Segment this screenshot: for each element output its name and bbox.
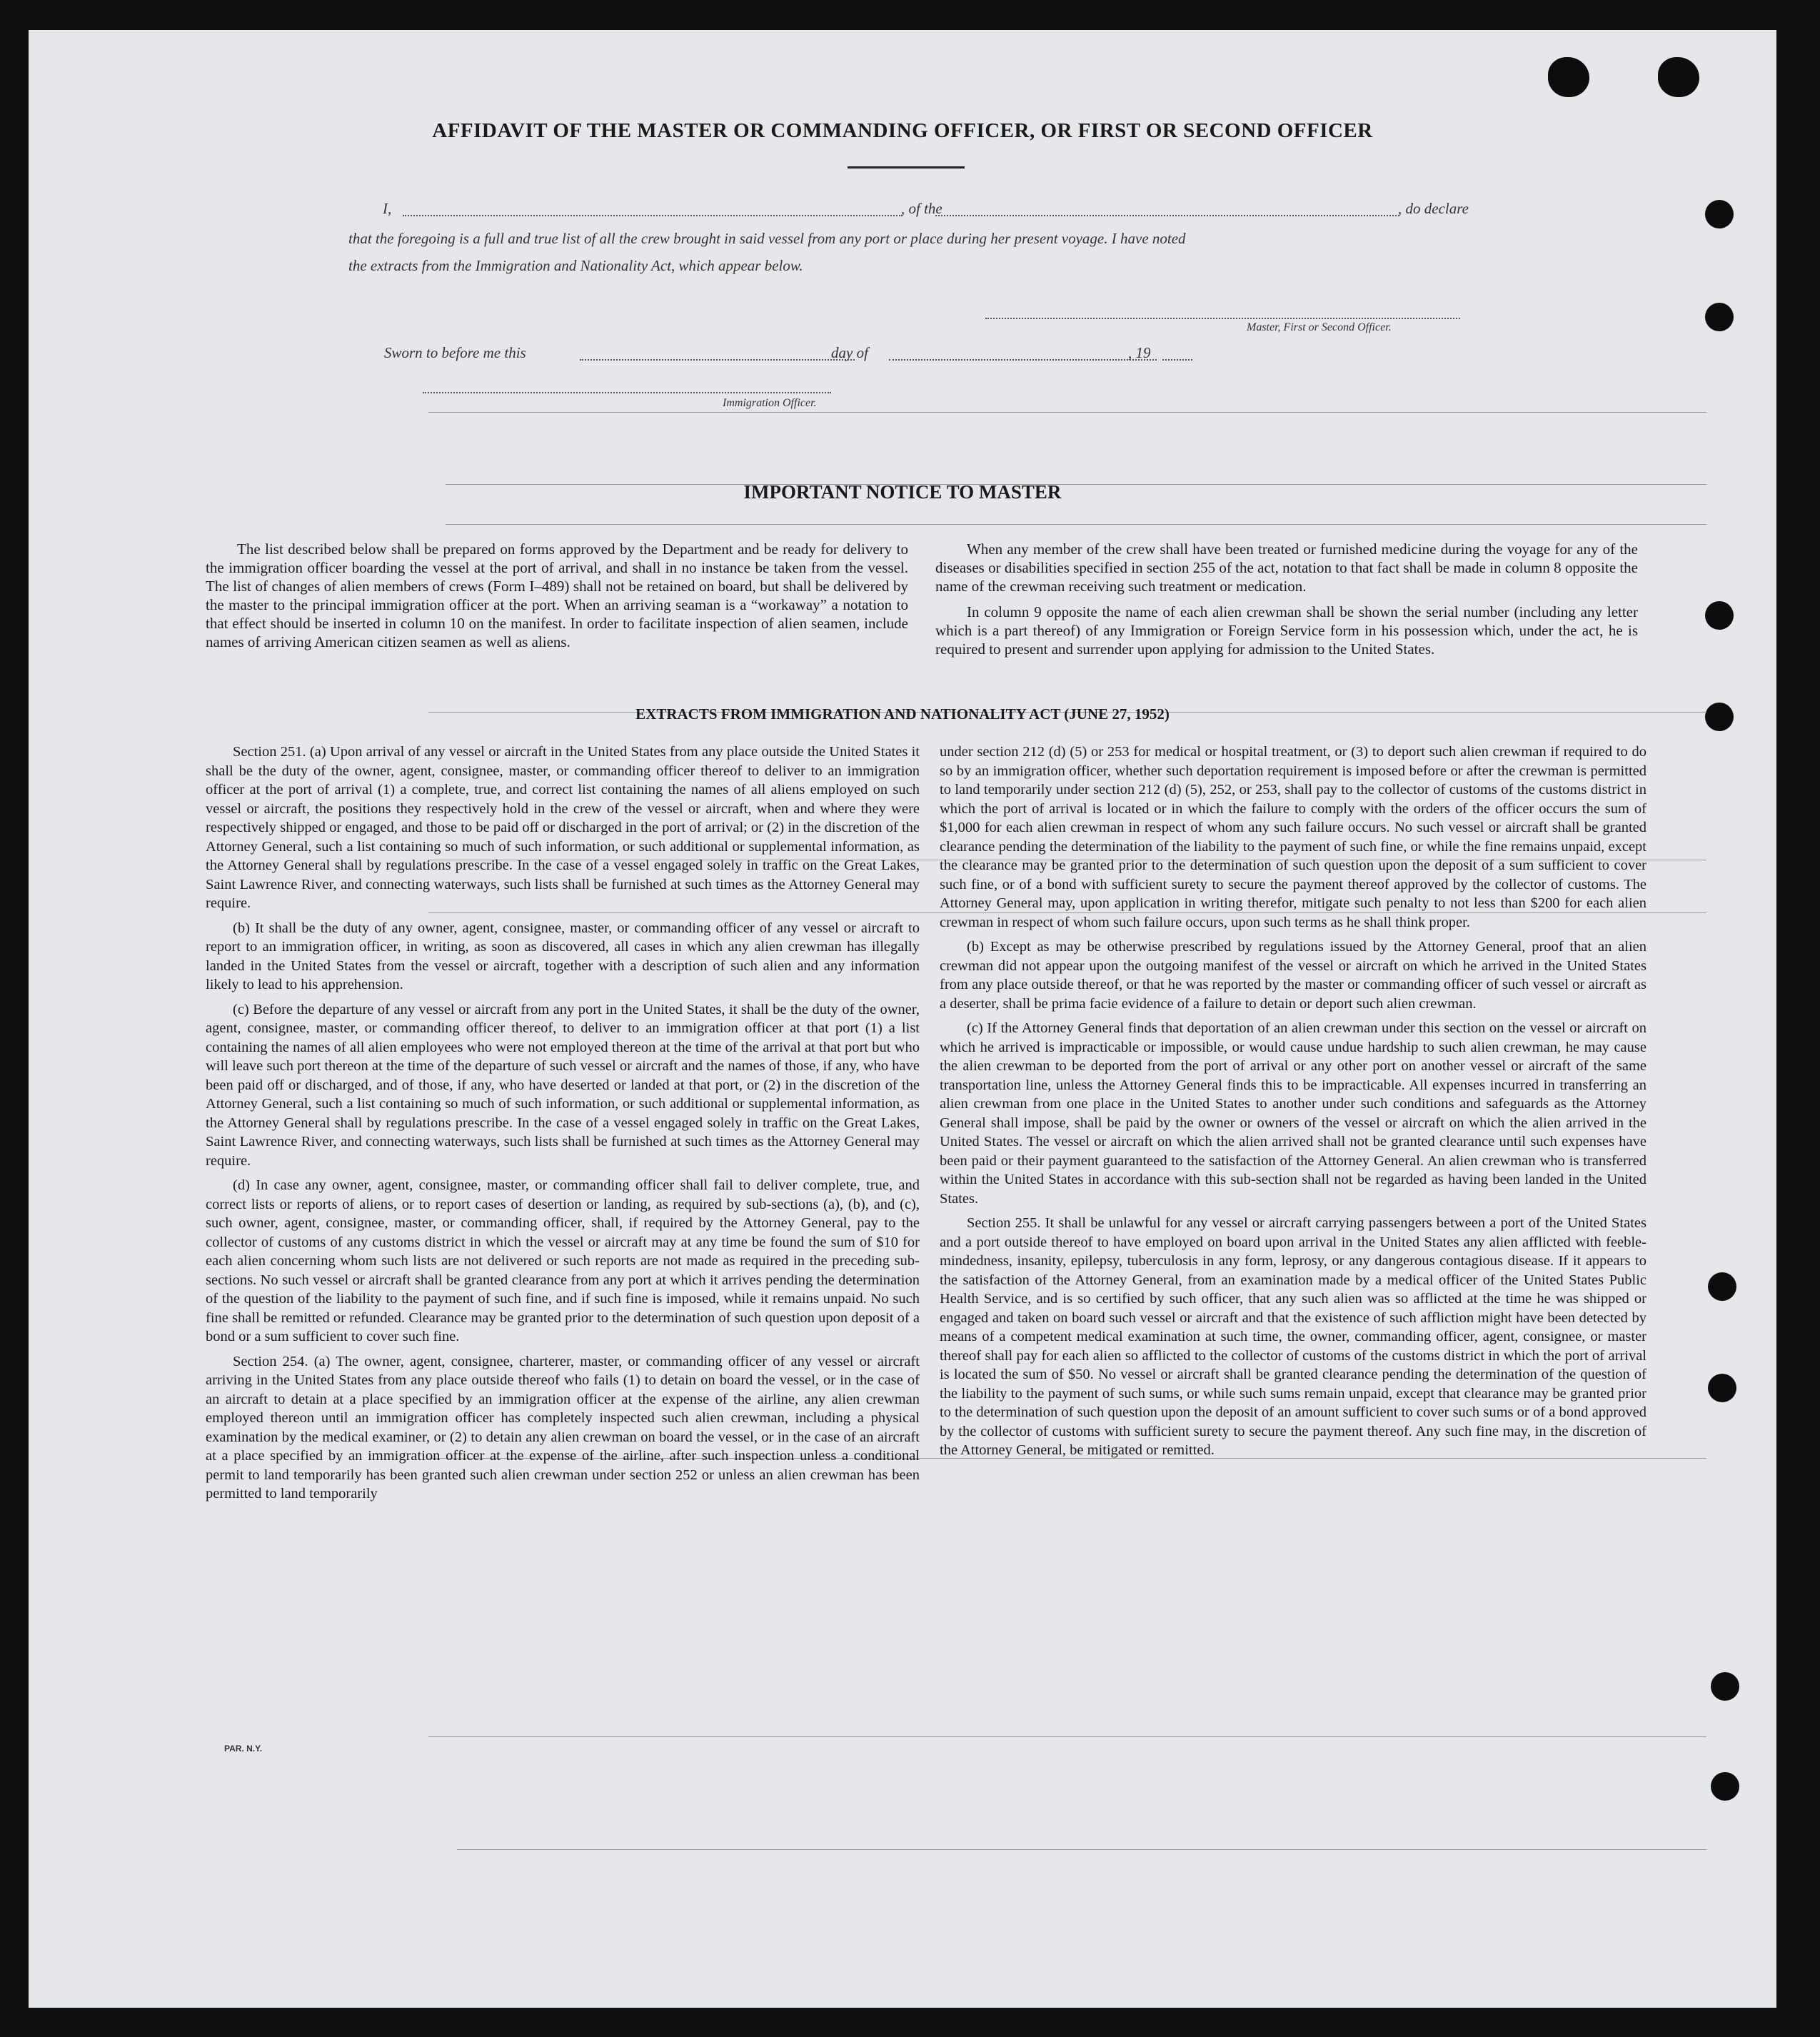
notice-paragraph: The list described below shall be prepared on forms approved by the Department and be ready for delivery to the immigration officer boarding the vessel at the port of arrival, and shall in no instance be taken from the vessel. The list of changes of alien members of crews (Form I–489) shall not be retained on board, but shall be delivered by the master to the principal immigration officer at the port. When an arriving seaman is a “workaway” a notation to that effect should be inserted in column 10 on the manifest. In order to facilitate inspection of alien seamen, include names of arriving American citizen seamen as well as aliens.	[206, 540, 908, 650]
declarant-name-field[interactable]	[403, 214, 903, 216]
faint-rule	[428, 412, 1706, 413]
immigration-officer-label: Immigration Officer.	[723, 397, 817, 409]
punch-hole-icon	[1711, 1672, 1739, 1701]
notice-paragraph: When any member of the crew shall have been treated or furnished medicine during the voyage for any of the diseases or disabilities specified in section 255 of the act, notation to that fact shall be made in column 8 opposite the name of the crewman receiving such treatment or medication.	[935, 540, 1638, 595]
sworn-month-field[interactable]	[889, 358, 1157, 361]
declaration-text-cont: the extracts from the Immigration and Nationality Act, which appear below.	[348, 257, 803, 274]
faint-rule	[457, 1849, 1706, 1850]
punch-hole-icon	[1708, 1272, 1736, 1301]
punch-hole-icon	[1708, 1374, 1736, 1402]
notice-right-column	[935, 540, 1638, 665]
punch-hole-icon	[1548, 57, 1589, 97]
notice-paragraph: In column 9 opposite the name of each alien crewman shall be shown the serial number (including any letter which is a part thereof) of any Immigration or Foreign Service form in his possession which, under the act, he is required to present and surrender upon applying for admission to the United States.	[935, 603, 1638, 658]
section-251c-paragraph: (c) Before the departure of any vessel or aircraft from any port in the United States, it shall be the duty of the owner, agent, consignee, master, or commanding officer thereof, to deliver to an immigration officer at that port (1) a list containing the names of all alien employees who were not employed thereon at the time of the arrival at that port but who will leave such port thereon at the time of the departure of such vessel or aircraft and the names of those, if any, who have been paid off or discharged, and of those, if any, who have deserted or landed at that port, or (2) in the discretion of the Attorney General, such a list containing so much of such information, or such additional or supplemental information, as the Attorney General shall by regulations prescribe. In the case of a vessel engaged solely in traffic on the Great Lakes, Saint Lawrence River, and connecting waterways, such lists shall be furnished at such times as the Attorney General may require.	[206, 1001, 920, 1169]
section-254b-paragraph: (b) Except as may be otherwise prescribed by regulations issued by the Attorney General, proof that an alien crewman did not appear upon the outgoing manifest of the vessel or aircraft on which he arrived in the United States from any place outside thereof, or that he was reported by the master or commanding officer of such vessel or aircraft as a deserter, shall be prima facie evidence of a failure to detain or deport such alien crewman.	[940, 939, 1646, 1012]
punch-hole-icon	[1705, 303, 1734, 331]
extracts-title: EXTRACTS FROM IMMIGRATION AND NATIONALITY ACT (JUNE 27, 1952)	[635, 705, 1170, 723]
immigration-officer-signature-field[interactable]	[423, 391, 831, 393]
faint-rule	[446, 524, 1706, 525]
printer-mark: PAR. N.Y.	[224, 1744, 263, 1754]
notice-left-column	[206, 540, 908, 658]
section-254a-paragraph: Section 254. (a) The owner, agent, consignee, charterer, master, or commanding officer of any vessel or aircraft arriving in the United States from any place outside thereof who fails (1) to detain on board the vessel, or in the case of an aircraft to detain at a place specified by an immigration officer at the expense of the airline, any alien crewman employed thereon until an immigration officer has completely inspected such alien crewman, including a physical examination by the medical examiner, or (2) to detain any alien crewman on board the vessel, or in the case of an aircraft at a place specified by an immigration officer at the expense of the airline, after such inspection unless a conditional permit to land temporarily has been granted such alien crewman under section 252 or unless an alien crewman has been permitted to land temporarily	[206, 1353, 920, 1502]
form-page	[29, 30, 1776, 2008]
section-251a-paragraph: Section 251. (a) Upon arrival of any vessel or aircraft in the United States from any place outside the United States it shall be the duty of the owner, agent, consignee, master, or commanding officer thereof to deliver to an immigration officer at the port of arrival (1) a complete, true, and correct list containing the names of all aliens employed on such vessel or aircraft, the positions they respectively hold in the crew of the vessel or aircraft, when and where they were respectively shipped or engaged, and those to be paid off or discharged in the port of arrival; or (2) in the discretion of the Attorney General, such a list containing so much of such information, or such additional or supplemental information, as the Attorney General shall by regulations prescribe. In the case of a vessel engaged solely in traffic on the Great Lakes, Saint Lawrence River, and connecting waterways, such lists shall be furnished at such times as the Attorney General may require.	[206, 744, 920, 911]
of-the-text: , of the	[901, 200, 942, 217]
title-rule	[848, 166, 965, 169]
section-254c-paragraph: (c) If the Attorney General finds that deportation of an alien crewman under this section on the vessel or aircraft on which he arrived is impracticable or impossible, or would cause undue hardship to such alien crewman, he may cause the alien crewman to be deported from the port of arrival or any other port on another vessel or aircraft of the same transportation line, unless the Attorney General finds this to be impracticable. All expenses incurred in transferring an alien crewman from one place in the United States to another under such conditions and safeguards as the Attorney General shall impose, shall be paid by the owner or owners of the vessel or aircraft on which the alien arrived in the United States. The vessel or aircraft on which the alien arrived shall not be granted clearance until such expenses have been paid or their payment guaranteed to the satisfaction of the Attorney General. An alien crewman who is transferred within the United States in accordance with this sub-section shall not be regarded as having been landed in the United States.	[940, 1020, 1646, 1207]
section-251d-paragraph: (d) In case any owner, agent, consignee, master, or commanding officer shall fail to deliver complete, true, and correct lists or reports of aliens, or to report cases of desertion or landing, as required by sub-sections (a), (b), and (c), such owner, agent, consignee, master, or commanding officer, shall, if required by the Attorney General, pay to the collector of customs of any customs district in which the vessel or aircraft may at any time be found the sum of $10 for each alien concerning whom such lists are not delivered or such reports are not made as required in the preceding sub-sections. No such vessel or aircraft shall be granted clearance from any port at which it arrives pending the determination of the question of the liability to the payment of such fine, and if such fine is imposed, while it remains unpaid. No such fine shall be remitted or refunded. Clearance may be granted prior to the determination of such question upon deposit of a bond or a sum sufficient to cover such fine.	[206, 1177, 920, 1344]
sworn-day-field[interactable]	[580, 358, 855, 361]
section-254a-continued: under section 212 (d) (5) or 253 for medical or hospital treatment, or (3) to deport such alien crewman if required to do so by an immigration officer, whether such deportation requirement is imposed before or after the crewman is permitted to land temporarily under section 212 (d) (5), 252, or 253, shall pay to the collector of customs of the customs district in which the port of arrival is located or in which the failure to comply with the orders of the officer occurs the sum of $1,000 for each alien crewman in respect of whom any such failure occurs. No such vessel or aircraft shall be granted clearance pending the determination of the liability to the payment of such fine, or while the fine remains unpaid, except the clearance may be granted prior to the determination of such question upon the deposit of a sum sufficient to cover such fine, or of a bond with sufficient surety to secure the payment thereof approved by the collector of customs. The Attorney General may, upon application in writing therefor, mitigate such penalty to not less than $200 for each alien crewman in respect of whom such failure occurs, upon such terms as he shall think proper.	[940, 744, 1646, 930]
notice-title: IMPORTANT NOTICE TO MASTER	[743, 481, 1062, 503]
declarant-prefix: I,	[383, 200, 392, 217]
year-text: , 19	[1128, 344, 1151, 361]
do-declare-text: , do declare	[1398, 200, 1469, 217]
punch-hole-icon	[1705, 601, 1734, 630]
extracts-left-column	[206, 743, 920, 1509]
extracts-right-column	[940, 743, 1646, 1466]
affidavit-title: AFFIDAVIT OF THE MASTER OR COMMANDING OFFICER, OR FIRST OR SECOND OFFICER	[432, 119, 1373, 142]
declaration-text: that the foregoing is a full and true list of all the crew brought in said vessel from any port or place during her present voyage. I have noted	[348, 230, 1186, 247]
vessel-name-field[interactable]	[935, 214, 1399, 216]
sworn-text: Sworn to before me this	[384, 344, 526, 361]
day-of-text: day of	[831, 344, 868, 361]
year-field[interactable]	[1162, 358, 1192, 361]
punch-hole-icon	[1711, 1772, 1739, 1801]
master-label: Master, First or Second Officer.	[1247, 321, 1392, 333]
section-255-paragraph: Section 255. It shall be unlawful for any vessel or aircraft carrying passengers between a port of the United States and a port outside thereof to have employed on board upon arrival in the United States any alien afflicted with feeble-mindedness, insanity, epilepsy, tuberculosis in any form, leprosy, or any dangerous contagious disease. If it appears to the satisfaction of the Attorney General, from an examination made by a medical officer of the United States Public Health Service, and is so certified by such officer, that any such alien was so afflicted at the time he was shipped or engaged and taken on board such vessel or aircraft and that the existence of such affliction might have been detected by means of a competent medical examination at such time, the owner, commanding officer, agent, consignee, or master thereof shall pay for each alien so afflicted to the collector of customs of the customs district in which the port of arrival is located the sum of $50. No vessel or aircraft shall be granted clearance pending the determination of the question of the liability to the payment of such sums, or while such sums remain unpaid, except that clearance may be granted prior to the determination of such question upon the deposit of an amount sufficient to cover such sums or of a bond approved by the collector of customs with sufficient surety to secure the payment thereof. Any such fine may, in the discretion of the Attorney General, be mitigated or remitted.	[940, 1215, 1646, 1458]
faint-rule	[428, 1736, 1706, 1737]
punch-hole-icon	[1705, 200, 1734, 228]
master-signature-field[interactable]	[985, 317, 1460, 319]
section-251b-paragraph: (b) It shall be the duty of any owner, agent, consignee, master, or commanding officer of any vessel or aircraft to report to an immigration officer, in writing, as soon as discovered, all cases in which any alien crewman has illegally landed in the United States from the vessel or aircraft, together with a description of such alien and any information likely to lead to his apprehension.	[206, 920, 920, 992]
punch-hole-icon	[1658, 57, 1699, 97]
